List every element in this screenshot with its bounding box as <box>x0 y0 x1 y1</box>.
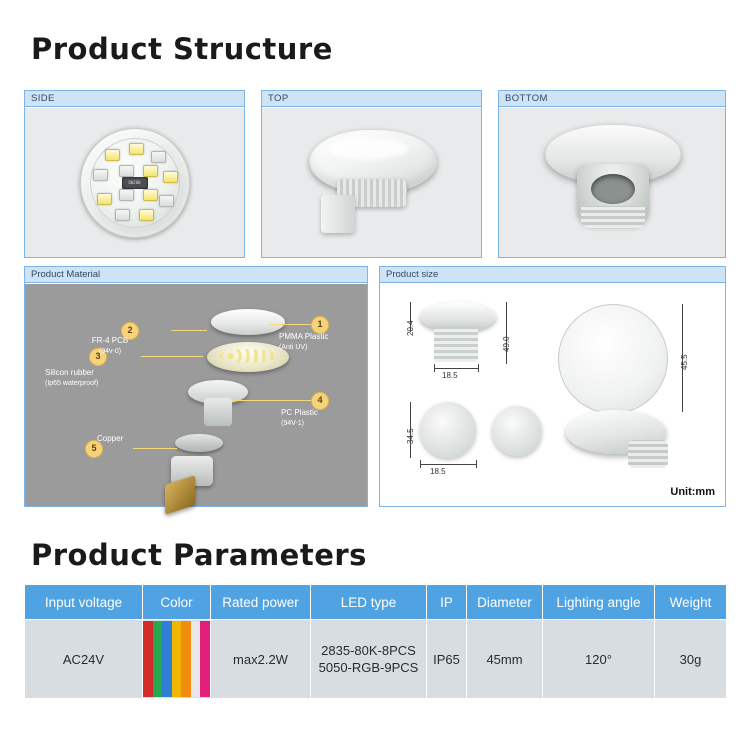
color-swatch-5 <box>181 621 191 697</box>
lamp-top-view-art <box>297 123 447 243</box>
dim-20-4: 20.4 <box>406 320 415 336</box>
material-label-5: Copper <box>97 434 124 443</box>
th-rated-power: Rated power <box>211 585 311 620</box>
panel-top <box>261 90 482 258</box>
part-silicon-rubber <box>188 380 248 426</box>
td-diameter: 45mm <box>467 620 543 699</box>
td-input-voltage: AC24V <box>25 620 143 699</box>
color-swatch-4 <box>172 621 182 697</box>
dim-34-5: 34.5 <box>406 428 415 444</box>
panel-product-size <box>379 266 726 507</box>
product-parameters-table <box>24 584 727 699</box>
part-gasket <box>175 434 223 452</box>
led-type-line-2: 5050-RGB-9PCS <box>318 660 419 675</box>
dim-45-5: 45.5 <box>680 354 689 370</box>
material-label-2: FR-4 PCB (94v-0) <box>91 336 129 355</box>
table-header-row <box>25 585 727 620</box>
pcb-art <box>90 138 180 228</box>
material-badge-2: 2 <box>121 322 139 340</box>
page-title-structure: Product Structure <box>31 32 333 66</box>
td-led-type <box>311 620 427 699</box>
led-type-line-1: 2835-80K-8PCS <box>321 643 416 658</box>
th-diameter: Diameter <box>467 585 543 620</box>
color-swatch-2 <box>153 621 163 697</box>
panel-side-caption: SIDE <box>25 91 244 107</box>
size-top-circle-art <box>558 304 668 414</box>
dim-49-0: 49.0 <box>502 336 511 352</box>
material-exploded-diagram <box>25 284 367 506</box>
td-weight: 30g <box>655 620 727 699</box>
th-ip: IP <box>427 585 467 620</box>
th-color: Color <box>143 585 211 620</box>
size-front-body-art <box>434 326 478 362</box>
th-led-type: LED type <box>311 585 427 620</box>
lamp-bottom-view-art <box>537 120 687 245</box>
unit-label: Unit:mm <box>670 486 715 498</box>
panel-bottom-image <box>499 108 725 257</box>
td-ip: IP65 <box>427 620 467 699</box>
th-input-voltage: Input voltage <box>25 585 143 620</box>
part-fr4-pcb <box>207 342 289 372</box>
td-rated-power: max2.2W <box>211 620 311 699</box>
panel-bottom-caption: BOTTOM <box>499 91 725 107</box>
td-lighting-angle: 120° <box>543 620 655 699</box>
panel-bottom <box>498 90 726 258</box>
size-bottom-ring-art <box>492 406 542 456</box>
color-swatch-6 <box>191 621 201 697</box>
size-bottom-gear-art <box>420 402 476 458</box>
chip-label: DW20B <box>128 179 141 185</box>
material-label-1: PMMA Plastic (Anti UV) <box>279 332 329 351</box>
material-label-4: PC Plastic (94V-1) <box>281 408 318 427</box>
table-row <box>25 620 727 699</box>
panel-material-caption: Product Material <box>25 267 367 283</box>
panel-top-image <box>262 108 481 257</box>
part-copper <box>165 475 195 515</box>
td-color-swatches <box>143 620 211 699</box>
dim-18-5-top: 18.5 <box>442 371 458 380</box>
panel-size-caption: Product size <box>380 267 725 283</box>
size-drawing <box>380 284 725 506</box>
th-lighting-angle: Lighting angle <box>543 585 655 620</box>
part-pmma-lens <box>211 309 285 335</box>
panel-side-image <box>25 108 244 257</box>
material-badge-4: 4 <box>311 392 329 410</box>
panel-top-caption: TOP <box>262 91 481 107</box>
color-swatch-strip <box>143 621 210 697</box>
dim-18-5-bottom: 18.5 <box>430 467 446 476</box>
size-iso-art <box>566 410 676 472</box>
color-swatch-1 <box>143 621 153 697</box>
lamp-side-view-art <box>80 128 190 238</box>
panel-side <box>24 90 245 258</box>
material-badge-1: 1 <box>311 316 329 334</box>
th-weight: Weight <box>655 585 727 620</box>
material-label-3: Silicon rubber (Ip65 waterproof) <box>45 368 99 387</box>
page-title-parameters: Product Parameters <box>31 538 367 572</box>
material-badge-5: 5 <box>85 440 103 458</box>
color-swatch-3 <box>162 621 172 697</box>
material-badge-3: 3 <box>89 348 107 366</box>
panel-product-material <box>24 266 368 507</box>
color-swatch-7 <box>200 621 210 697</box>
driver-chip <box>122 177 148 189</box>
